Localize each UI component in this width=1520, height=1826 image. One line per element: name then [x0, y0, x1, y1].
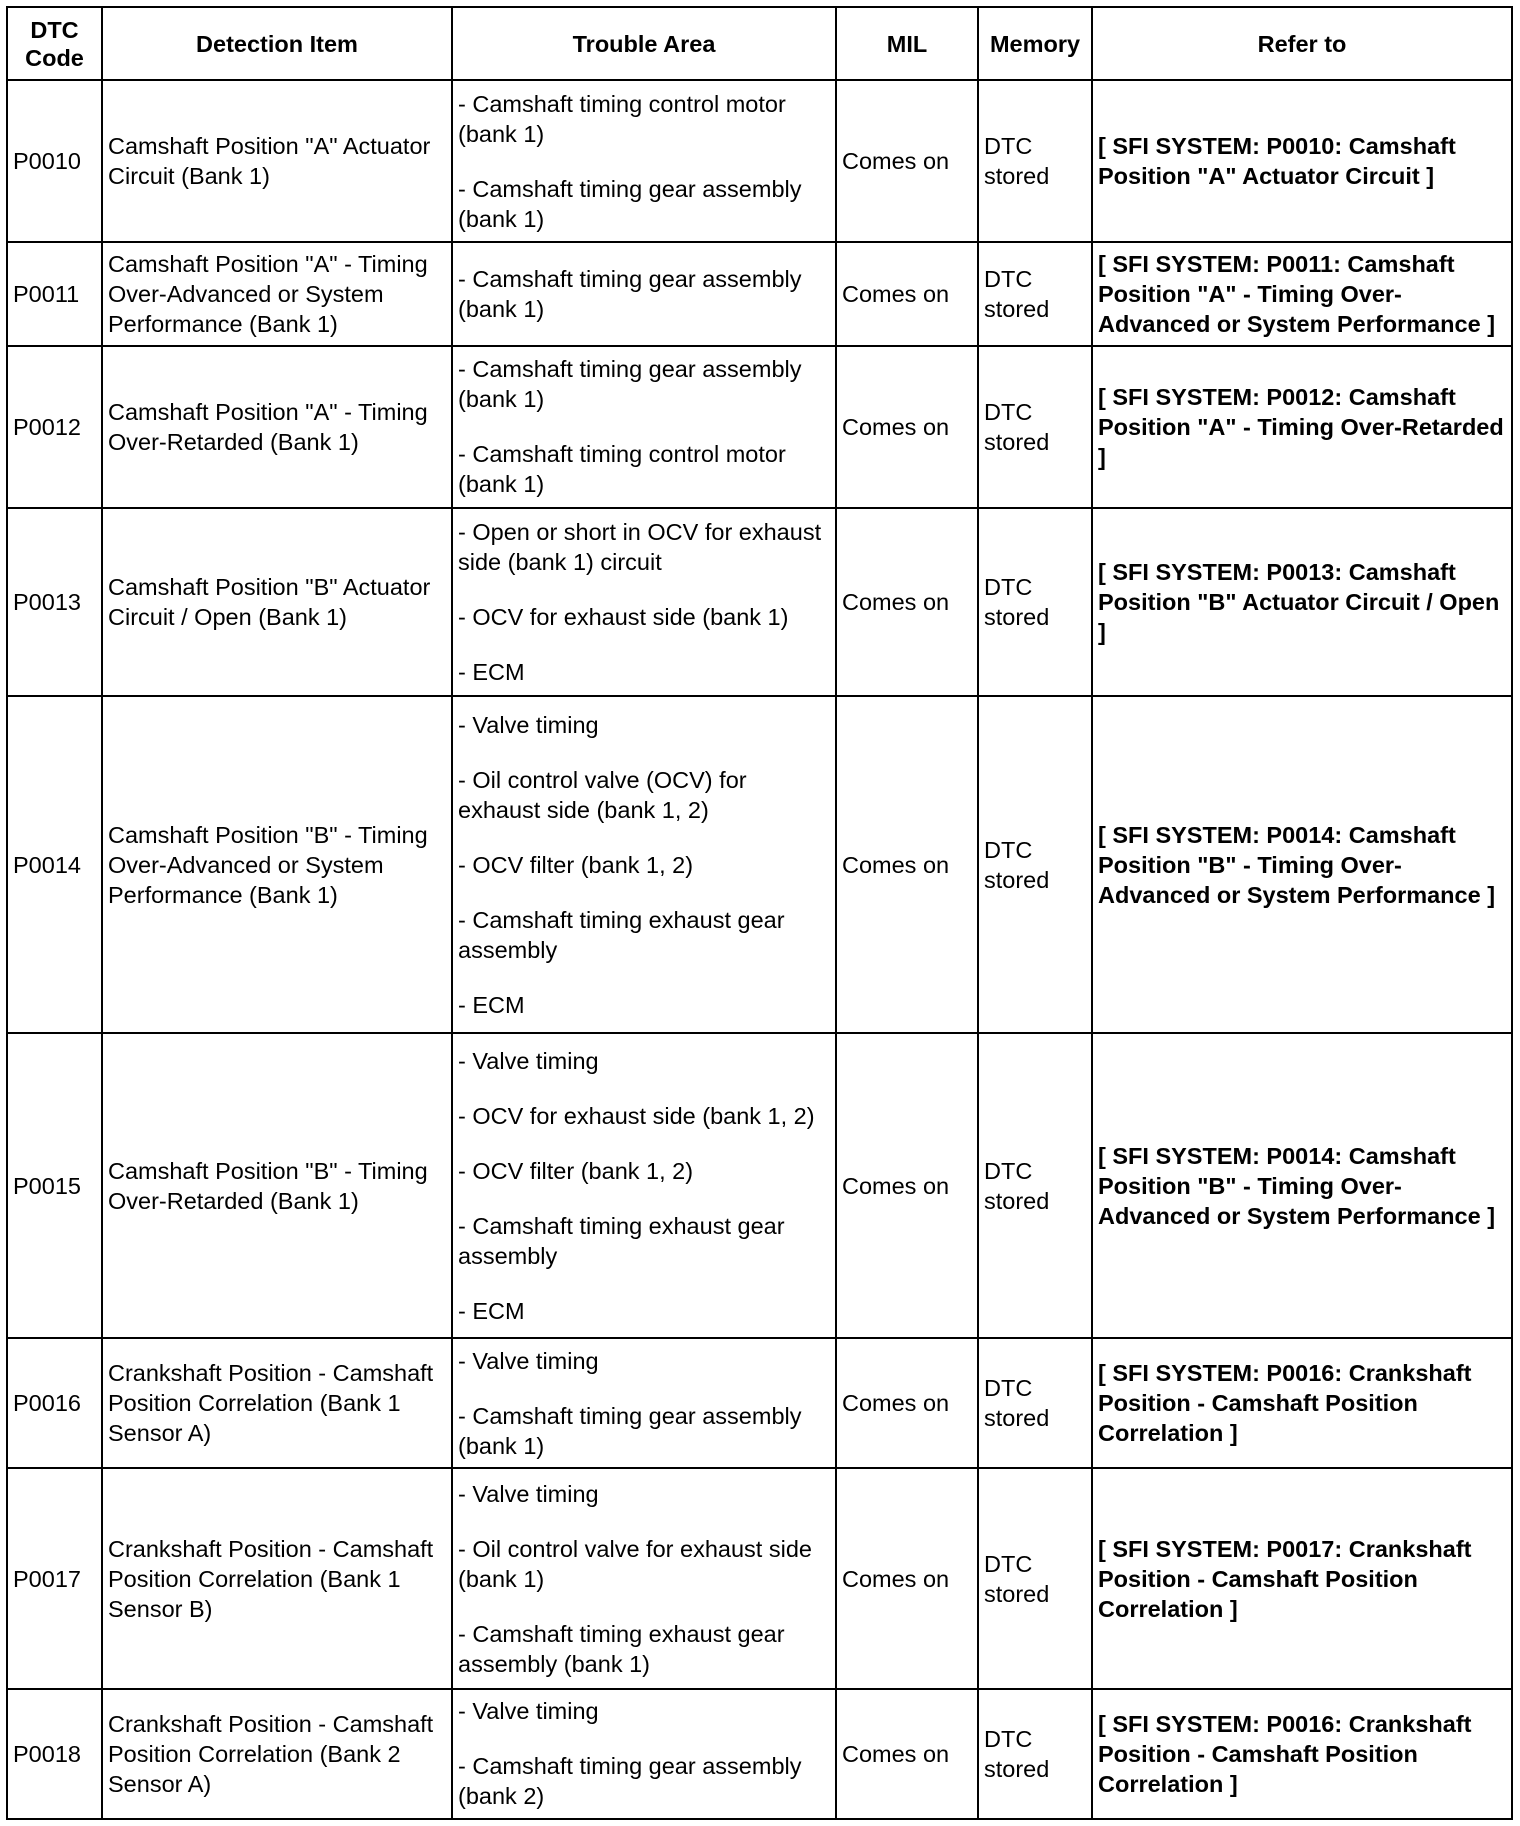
- refer-to-cell: [ SFI SYSTEM: P0013: Camshaft Position "B" Actuator Circuit / Open ]: [1092, 508, 1512, 697]
- detection-item-cell: Camshaft Position "B" - Timing Over-Advanced or System Performance (Bank 1): [102, 696, 452, 1033]
- detection-item-cell: Crankshaft Position - Camshaft Position Correlation (Bank 1 Sensor A): [102, 1338, 452, 1468]
- trouble-area-item: - Valve timing: [458, 1480, 599, 1507]
- trouble-area-item: - Valve timing: [458, 711, 599, 738]
- refer-to-cell: [ SFI SYSTEM: P0010: Camshaft Position "A" Actuator Circuit ]: [1092, 80, 1512, 242]
- trouble-area-cell: [452, 1689, 836, 1819]
- mil-cell: Comes on: [836, 80, 978, 242]
- dtc-code-cell: P0012: [7, 346, 102, 508]
- trouble-area-item: - Oil control valve for exhaust side (bank 1): [458, 1535, 812, 1592]
- trouble-area-item: - OCV filter (bank 1, 2): [458, 1157, 694, 1184]
- trouble-area-item: - Camshaft timing gear assembly (bank 1): [458, 356, 802, 413]
- detection-item-cell: Camshaft Position "A" Actuator Circuit (Bank 1): [102, 80, 452, 242]
- trouble-area-item: - Valve timing: [458, 1698, 599, 1725]
- trouble-area-cell: [452, 508, 836, 697]
- table-row: [7, 1033, 1512, 1338]
- table-header: [7, 7, 1512, 80]
- trouble-area-cell: [452, 242, 836, 346]
- table-row: [7, 696, 1512, 1033]
- dtc-table: [6, 6, 1513, 1820]
- refer-to-cell: [ SFI SYSTEM: P0014: Camshaft Position "B" - Timing Over-Advanced or System Performance ]: [1092, 696, 1512, 1033]
- refer-to-cell: [ SFI SYSTEM: P0011: Camshaft Position "A" - Timing Over-Advanced or System Performance ]: [1092, 242, 1512, 346]
- trouble-area-item: - Camshaft timing control motor (bank 1): [458, 441, 786, 498]
- memory-cell: DTC stored: [978, 346, 1092, 508]
- memory-cell: DTC stored: [978, 508, 1092, 697]
- mil-cell: Comes on: [836, 1689, 978, 1819]
- mil-cell: Comes on: [836, 242, 978, 346]
- trouble-area-item: - Camshaft timing exhaust gear assembly (bank 1): [458, 1620, 785, 1677]
- header-refer-to: Refer to: [1092, 7, 1512, 80]
- trouble-area-cell: [452, 1468, 836, 1688]
- mil-cell: Comes on: [836, 508, 978, 697]
- detection-item-cell: Camshaft Position "A" - Timing Over-Advanced or System Performance (Bank 1): [102, 242, 452, 346]
- dtc-code-cell: P0017: [7, 1468, 102, 1688]
- memory-cell: DTC stored: [978, 696, 1092, 1033]
- trouble-area-item: - Oil control valve (OCV) for exhaust side (bank 1, 2): [458, 766, 747, 823]
- mil-cell: Comes on: [836, 1468, 978, 1688]
- trouble-area-item: - Camshaft timing exhaust gear assembly: [458, 906, 785, 963]
- dtc-code-cell: P0016: [7, 1338, 102, 1468]
- header-mil: MIL: [836, 7, 978, 80]
- refer-to-cell: [ SFI SYSTEM: P0017: Crankshaft Position - Camshaft Position Correlation ]: [1092, 1468, 1512, 1688]
- table-row: [7, 1468, 1512, 1688]
- mil-cell: Comes on: [836, 1033, 978, 1338]
- header-trouble-area: Trouble Area: [452, 7, 836, 80]
- memory-cell: DTC stored: [978, 242, 1092, 346]
- table-row: [7, 242, 1512, 346]
- trouble-area-item: - Camshaft timing gear assembly (bank 1): [458, 175, 802, 232]
- trouble-area-item: - Camshaft timing gear assembly (bank 1): [458, 265, 802, 322]
- header-memory: Memory: [978, 7, 1092, 80]
- refer-to-cell: [ SFI SYSTEM: P0012: Camshaft Position "A" - Timing Over-Retarded ]: [1092, 346, 1512, 508]
- trouble-area-item: - OCV filter (bank 1, 2): [458, 851, 694, 878]
- trouble-area-item: - Camshaft timing control motor (bank 1): [458, 90, 786, 147]
- memory-cell: DTC stored: [978, 80, 1092, 242]
- detection-item-cell: Camshaft Position "B" Actuator Circuit / Open (Bank 1): [102, 508, 452, 697]
- detection-item-cell: Camshaft Position "B" - Timing Over-Retarded (Bank 1): [102, 1033, 452, 1338]
- header-dtc-code: DTC Code: [7, 7, 102, 80]
- memory-cell: DTC stored: [978, 1033, 1092, 1338]
- dtc-code-cell: P0018: [7, 1689, 102, 1819]
- table-row: [7, 1689, 1512, 1819]
- trouble-area-item: - ECM: [458, 1297, 525, 1324]
- dtc-code-cell: P0014: [7, 696, 102, 1033]
- trouble-area-cell: [452, 696, 836, 1033]
- table-row: [7, 346, 1512, 508]
- table-row: [7, 508, 1512, 697]
- mil-cell: Comes on: [836, 696, 978, 1033]
- memory-cell: DTC stored: [978, 1468, 1092, 1688]
- trouble-area-item: - Camshaft timing gear assembly (bank 2): [458, 1753, 802, 1810]
- refer-to-cell: [ SFI SYSTEM: P0016: Crankshaft Position - Camshaft Position Correlation ]: [1092, 1689, 1512, 1819]
- trouble-area-item: - ECM: [458, 659, 525, 686]
- dtc-code-cell: P0015: [7, 1033, 102, 1338]
- trouble-area-cell: [452, 1338, 836, 1468]
- mil-cell: Comes on: [836, 1338, 978, 1468]
- trouble-area-item: - OCV for exhaust side (bank 1, 2): [458, 1102, 815, 1129]
- detection-item-cell: Crankshaft Position - Camshaft Position Correlation (Bank 2 Sensor A): [102, 1689, 452, 1819]
- table-row: [7, 80, 1512, 242]
- detection-item-cell: Crankshaft Position - Camshaft Position Correlation (Bank 1 Sensor B): [102, 1468, 452, 1688]
- trouble-area-item: - Camshaft timing exhaust gear assembly: [458, 1212, 785, 1269]
- trouble-area-cell: [452, 1033, 836, 1338]
- dtc-code-cell: P0010: [7, 80, 102, 242]
- refer-to-cell: [ SFI SYSTEM: P0016: Crankshaft Position - Camshaft Position Correlation ]: [1092, 1338, 1512, 1468]
- header-row: [7, 7, 1512, 80]
- refer-to-cell: [ SFI SYSTEM: P0014: Camshaft Position "B" - Timing Over-Advanced or System Performance ]: [1092, 1033, 1512, 1338]
- table-body: [7, 80, 1512, 1819]
- trouble-area-item: - Valve timing: [458, 1347, 599, 1374]
- trouble-area-item: - ECM: [458, 991, 525, 1018]
- memory-cell: DTC stored: [978, 1689, 1092, 1819]
- detection-item-cell: Camshaft Position "A" - Timing Over-Retarded (Bank 1): [102, 346, 452, 508]
- trouble-area-item: - Camshaft timing gear assembly (bank 1): [458, 1402, 802, 1459]
- dtc-code-cell: P0011: [7, 242, 102, 346]
- table-row: [7, 1338, 1512, 1468]
- mil-cell: Comes on: [836, 346, 978, 508]
- memory-cell: DTC stored: [978, 1338, 1092, 1468]
- trouble-area-cell: [452, 346, 836, 508]
- dtc-code-cell: P0013: [7, 508, 102, 697]
- trouble-area-item: - Valve timing: [458, 1047, 599, 1074]
- trouble-area-item: - Open or short in OCV for exhaust side (bank 1) circuit: [458, 519, 822, 576]
- trouble-area-cell: [452, 80, 836, 242]
- header-detection-item: Detection Item: [102, 7, 452, 80]
- trouble-area-item: - OCV for exhaust side (bank 1): [458, 604, 789, 631]
